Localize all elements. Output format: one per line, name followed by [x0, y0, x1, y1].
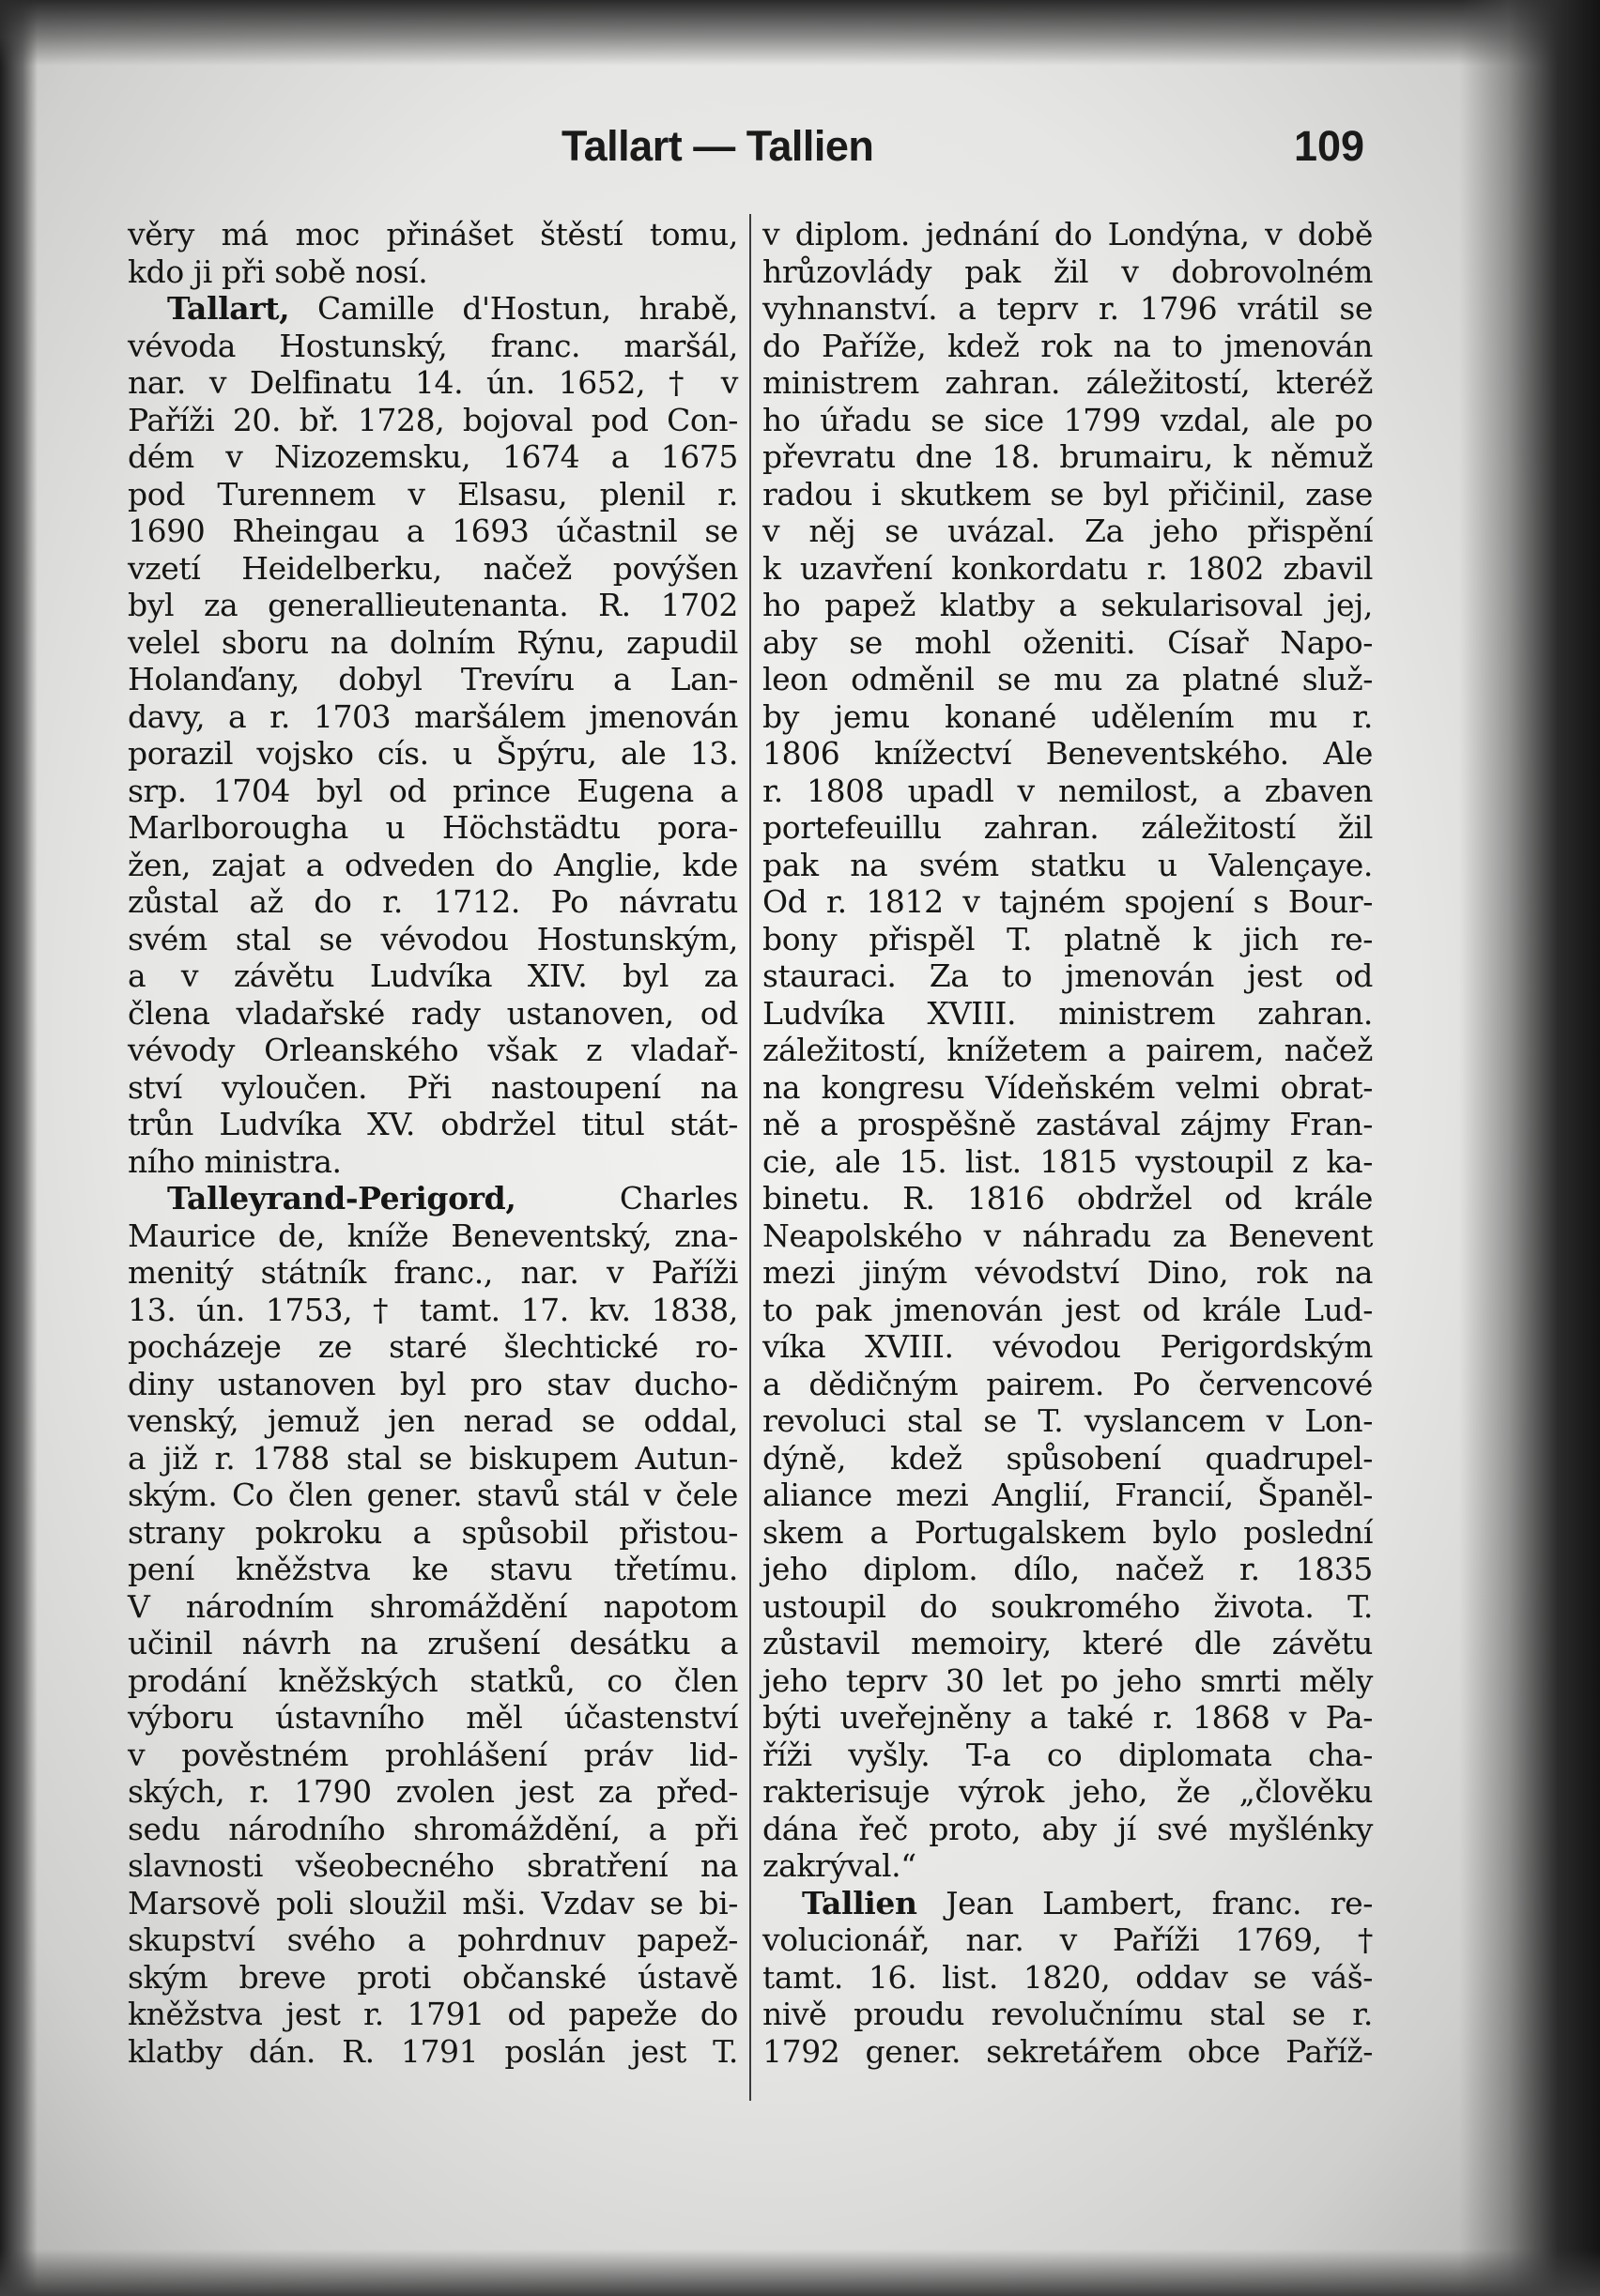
text-line: ně a prospěšně zastával zájmy Fran-	[762, 1106, 1373, 1142]
text-line: leon odměnil se mu za platné služ-	[762, 661, 1373, 697]
text-line: skem a Portugalskem bylo poslední	[762, 1513, 1373, 1551]
text-line: r. 1808 upadl v nemilost, a zbaven	[762, 772, 1373, 809]
text-line: sedu národního shromáždění, a při	[128, 1810, 738, 1847]
column-divider	[749, 214, 751, 2101]
right-column	[762, 216, 1373, 2070]
text-line: záležitostí, knížetem a pairem, načež	[762, 1032, 1373, 1068]
text-line: a dědičným pairem. Po červencové	[762, 1365, 1373, 1402]
running-title: Tallart — Tallien	[562, 122, 874, 170]
text-line: klatby dán. R. 1791 poslán jest T.	[128, 2032, 738, 2070]
scan-shadow-right	[1459, 0, 1600, 2296]
text-line: 1792 gener. sekretářem obce Paříž-	[762, 2032, 1373, 2070]
text-line: ství vyloučen. Při nastoupení na	[128, 1068, 738, 1106]
text-line: pení kněžstva ke stavu třetímu.	[128, 1551, 738, 1587]
text-line: Maurice de, kníže Beneventský, zna-	[128, 1217, 738, 1254]
text-line: prodání kněžských statků, co člen	[128, 1661, 738, 1699]
text-line: v pověstném prohlášení práv lid-	[128, 1736, 738, 1773]
text-line: kněžstva jest r. 1791 od papeže do	[128, 1996, 738, 2032]
text-line: zakrýval.“	[762, 1847, 916, 1884]
text-line: revoluci stal se T. vyslancem v Lon-	[762, 1402, 1373, 1439]
text-line: srp. 1704 byl od prince Eugena a	[128, 772, 738, 809]
text-line: strany pokroku a spůsobil přistou-	[128, 1513, 738, 1551]
text-line: vyhnanství. a teprv r. 1796 vrátil se	[762, 290, 1373, 327]
entry-text: Jean Lambert, franc. re-	[916, 1884, 1373, 1921]
text-line: ských, r. 1790 zvolen jest za před-	[128, 1773, 738, 1810]
text-line: na kongresu Vídeňském velmi obrat-	[762, 1068, 1373, 1106]
text-line: ministrem zahran. záležitostí, kteréž	[762, 364, 1373, 401]
text-line: stauraci. Za to jmenován jest od	[762, 957, 1373, 994]
entry-headword: Talleyrand-Perigord,	[167, 1180, 516, 1217]
text-line: binetu. R. 1816 obdržel od krále	[762, 1180, 1373, 1217]
text-line: diny ustanoven byl pro stav ducho-	[128, 1365, 738, 1402]
text-line: venský, jemuž jen nerad se oddal,	[128, 1402, 738, 1439]
text-line: pak na svém statku u Valençaye.	[762, 846, 1373, 883]
text-line: žen, zajat a odveden do Anglie, kde	[128, 846, 738, 883]
text-line: porazil vojsko cís. u Špýru, ale 13.	[128, 735, 738, 772]
text-line: nar. v Delfinatu 14. ún. 1652, † v	[128, 364, 738, 401]
text-line: volucionář, nar. v Paříži 1769, †	[762, 1921, 1373, 1958]
text-line: skupství svého a pohrdnuv papež-	[128, 1921, 738, 1958]
text-line: trůn Ludvíka XV. obdržel titul stát-	[128, 1106, 738, 1142]
text-line: učinil návrh na zrušení desátku a	[128, 1625, 738, 1661]
text-line: menitý státník franc., nar. v Paříži	[128, 1254, 738, 1291]
text-line: dém v Nizozemsku, 1674 a 1675	[128, 438, 738, 475]
text-line: člena vladařské rady ustanoven, od	[128, 994, 738, 1032]
text-line: a v závětu Ludvíka XIV. byl za	[128, 957, 738, 994]
text-line: v diplom. jednání do Londýna, v době	[762, 216, 1373, 253]
text-line: Ludvíka XVIII. ministrem zahran.	[762, 994, 1373, 1032]
running-header	[0, 111, 1600, 176]
scan-shadow-bottom	[0, 2249, 1600, 2296]
entry-headword: Tallien	[802, 1884, 917, 1921]
entry-headword: Tallart,	[167, 290, 290, 327]
text-line: aby se mohl oženiti. Císař Napo-	[762, 623, 1373, 661]
text-line: cie, ale 15. list. 1815 vystoupil z ka-	[762, 1142, 1373, 1180]
text-line: 1806 knížectví Beneventského. Ale	[762, 735, 1373, 772]
page-number: 109	[1294, 122, 1365, 170]
text-line: svém stal se vévodou Hostunským,	[128, 920, 738, 957]
text-line	[762, 1885, 1373, 1922]
text-line: rakterisuje výrok jeho, že „člověku	[762, 1773, 1373, 1810]
text-line: dána řeč proto, aby jí své myšlénky	[762, 1810, 1373, 1847]
text-line: Neapolského v náhradu za Benevent	[762, 1217, 1373, 1254]
text-line: byl za generallieutenanta. R. 1702	[128, 587, 738, 623]
text-line: to pak jmenován jest od krále Lud-	[762, 1291, 1373, 1328]
text-line: nivě proudu revolučnímu stal se r.	[762, 1996, 1373, 2032]
text-line: V národním shromáždění napotom	[128, 1587, 738, 1625]
text-line: by jemu konané udělením mu r.	[762, 697, 1373, 735]
text-line: ským breve proti občanské ústavě	[128, 1958, 738, 1996]
text-line: tamt. 16. list. 1820, oddav se váš-	[762, 1958, 1373, 1996]
text-line: do Paříže, kdež rok na to jmenován	[762, 327, 1373, 364]
text-line	[128, 1180, 738, 1217]
text-line: 13. ún. 1753, † tamt. 17. kv. 1838,	[128, 1291, 738, 1328]
text-line: vzetí Heidelberku, načež povýšen	[128, 549, 738, 587]
text-line: ho úřadu se sice 1799 vzdal, ale po	[762, 401, 1373, 438]
text-line: aliance mezi Anglií, Francií, Španěl-	[762, 1477, 1373, 1513]
text-line: a již r. 1788 stal se biskupem Autun-	[128, 1439, 738, 1477]
scan-shadow-top	[0, 0, 1600, 66]
text-line: radou i skutkem se byl přičinil, zase	[762, 475, 1373, 513]
text-line: převratu dne 18. brumairu, k němuž	[762, 438, 1373, 475]
text-line: velel sboru na dolním Rýnu, zapudil	[128, 623, 738, 661]
scan-shadow-left	[0, 0, 38, 2296]
text-line: Marsově poli sloužil mši. Vzdav se bi-	[128, 1884, 738, 1921]
text-line: kdo ji při sobě nosí.	[128, 253, 428, 290]
text-line: víka XVIII. vévodou Perigordským	[762, 1328, 1373, 1365]
text-line: ho papež klatby a sekularisoval jej,	[762, 587, 1373, 623]
text-line: Od r. 1812 v tajném spojení s Bour-	[762, 883, 1373, 920]
text-line: pocházeje ze staré šlechtické ro-	[128, 1328, 738, 1365]
text-line: mezi jiným vévodství Dino, rok na	[762, 1254, 1373, 1291]
entry-text: Charles	[515, 1180, 738, 1217]
text-line: portefeuillu zahran. záležitostí žil	[762, 809, 1373, 846]
text-line: davy, a r. 1703 maršálem jmenován	[128, 697, 738, 735]
text-line: ským. Co člen gener. stavů stál v čele	[128, 1477, 738, 1513]
text-line: zůstavil memoiry, které dle závětu	[762, 1625, 1373, 1661]
text-line: 1690 Rheingau a 1693 účastnil se	[128, 513, 738, 549]
text-line: jeho diplom. dílo, načež r. 1835	[762, 1551, 1373, 1587]
text-line: vévody Orleanského však z vladař-	[128, 1032, 738, 1068]
text-line: vévoda Hostunský, franc. maršál,	[128, 327, 738, 364]
text-line: Paříži 20. bř. 1728, bojoval pod Con-	[128, 401, 738, 438]
left-column	[128, 216, 738, 2070]
text-line: ustoupil do soukromého života. T.	[762, 1587, 1373, 1625]
text-line	[128, 290, 738, 328]
text-line: říži vyšly. T-a co diplomata cha-	[762, 1736, 1373, 1773]
text-line: slavnosti všeobecného sbratření na	[128, 1847, 738, 1884]
entry-text: Camille d'Hostun, hrabě,	[289, 290, 738, 327]
text-line: hrůzovlády pak žil v dobrovolném	[762, 253, 1373, 290]
text-line: Holanďany, dobyl Trevíru a Lan-	[128, 661, 738, 697]
text-line: jeho teprv 30 let po jeho smrti měly	[762, 1661, 1373, 1699]
text-line: Marlborougha u Höchstädtu pora-	[128, 809, 738, 846]
text-line: bony přispěl T. platně k jich re-	[762, 920, 1373, 957]
text-line: pod Turennem v Elsasu, plenil r.	[128, 475, 738, 513]
text-line: zůstal až do r. 1712. Po návratu	[128, 883, 738, 920]
text-line: v něj se uvázal. Za jeho přispění	[762, 513, 1373, 549]
text-line: ního ministra.	[128, 1142, 342, 1180]
text-line: výboru ústavního měl účastenství	[128, 1699, 738, 1736]
text-line: k uzavření konkordatu r. 1802 zbavil	[762, 549, 1373, 587]
text-line: býti uveřejněny a také r. 1868 v Pa-	[762, 1699, 1373, 1736]
text-line: dýně, kdež spůsobení quadrupel-	[762, 1439, 1373, 1477]
text-line: věry má moc přinášet štěstí tomu,	[128, 216, 738, 253]
